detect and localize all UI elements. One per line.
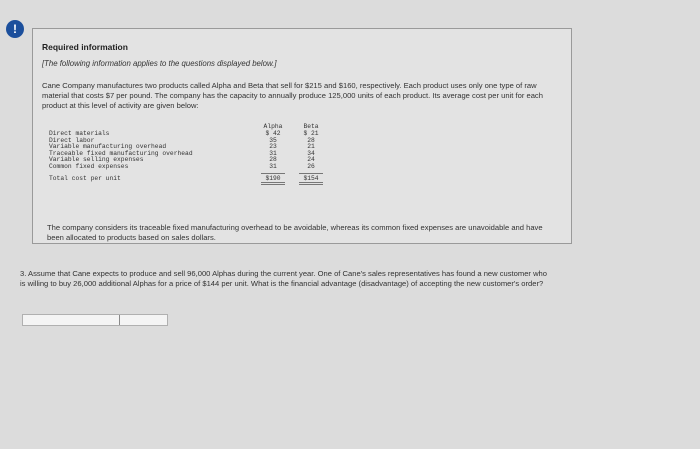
header-alpha: Alpha — [263, 123, 283, 130]
beta-value: 28 — [307, 136, 315, 144]
row-label: Variable manufacturing overhead — [49, 143, 167, 151]
answer-amount-input[interactable] — [23, 315, 120, 325]
header-beta: Beta — [303, 123, 319, 130]
required-information-title: Required information — [42, 42, 128, 52]
problem-intro: Cane Company manufactures two products called Alpha and Beta that sell for $215 and $160, respectively. Each product uses only one type of raw material that costs $7 per pound. The company has the capacity to annually produce 125,000 units of each product. Its average cost per unit for each product at this level of activity are given below: — [42, 81, 543, 110]
row-label: Common fixed expenses — [49, 162, 129, 170]
row-label: Variable selling expenses — [49, 156, 144, 164]
row-label: Traceable fixed manufacturing overhead — [49, 149, 193, 157]
alpha-value: $ 42 — [265, 130, 281, 137]
alpha-value: 28 — [269, 156, 277, 164]
question-3: 3. Assume that Cane expects to produce and sell 96,000 Alphas during the current year. One of Cane's sales representatives has found a new customer who is willing to buy 26,000 additional Alphas for a price of $144 per unit. What is the financial advantage (disadvantage) of accepting the new customer's order? — [20, 269, 547, 288]
required-information-panel — [32, 28, 572, 244]
double-rule-alpha — [261, 182, 285, 185]
beta-value: 26 — [307, 162, 315, 170]
answer-unit-input[interactable] — [120, 315, 168, 325]
traceable-overhead-note: The company considers its traceable fixed manufacturing overhead to be avoidable, whereas its common fixed expenses are unavoidable and have been allocated to products based on sales dollars. — [47, 223, 543, 242]
double-rule-beta — [299, 182, 323, 185]
alpha-value: 23 — [269, 143, 277, 151]
row-label: Direct materials — [49, 130, 110, 137]
alert-icon: ! — [6, 20, 24, 38]
alpha-total: $190 — [265, 174, 281, 182]
row-label: Total cost per unit — [49, 174, 121, 182]
required-information-note: [The following information applies to the questions displayed below.] — [42, 59, 277, 68]
answer-field — [22, 314, 168, 326]
beta-value: 21 — [307, 143, 315, 151]
beta-total: $154 — [303, 174, 319, 182]
alpha-value: 31 — [269, 149, 277, 157]
beta-value: 34 — [307, 149, 315, 157]
alpha-value: 35 — [269, 136, 277, 144]
alpha-value: 31 — [269, 162, 277, 170]
row-label: Direct labor — [49, 136, 95, 144]
beta-value: $ 21 — [303, 130, 319, 137]
beta-value: 24 — [307, 156, 315, 164]
